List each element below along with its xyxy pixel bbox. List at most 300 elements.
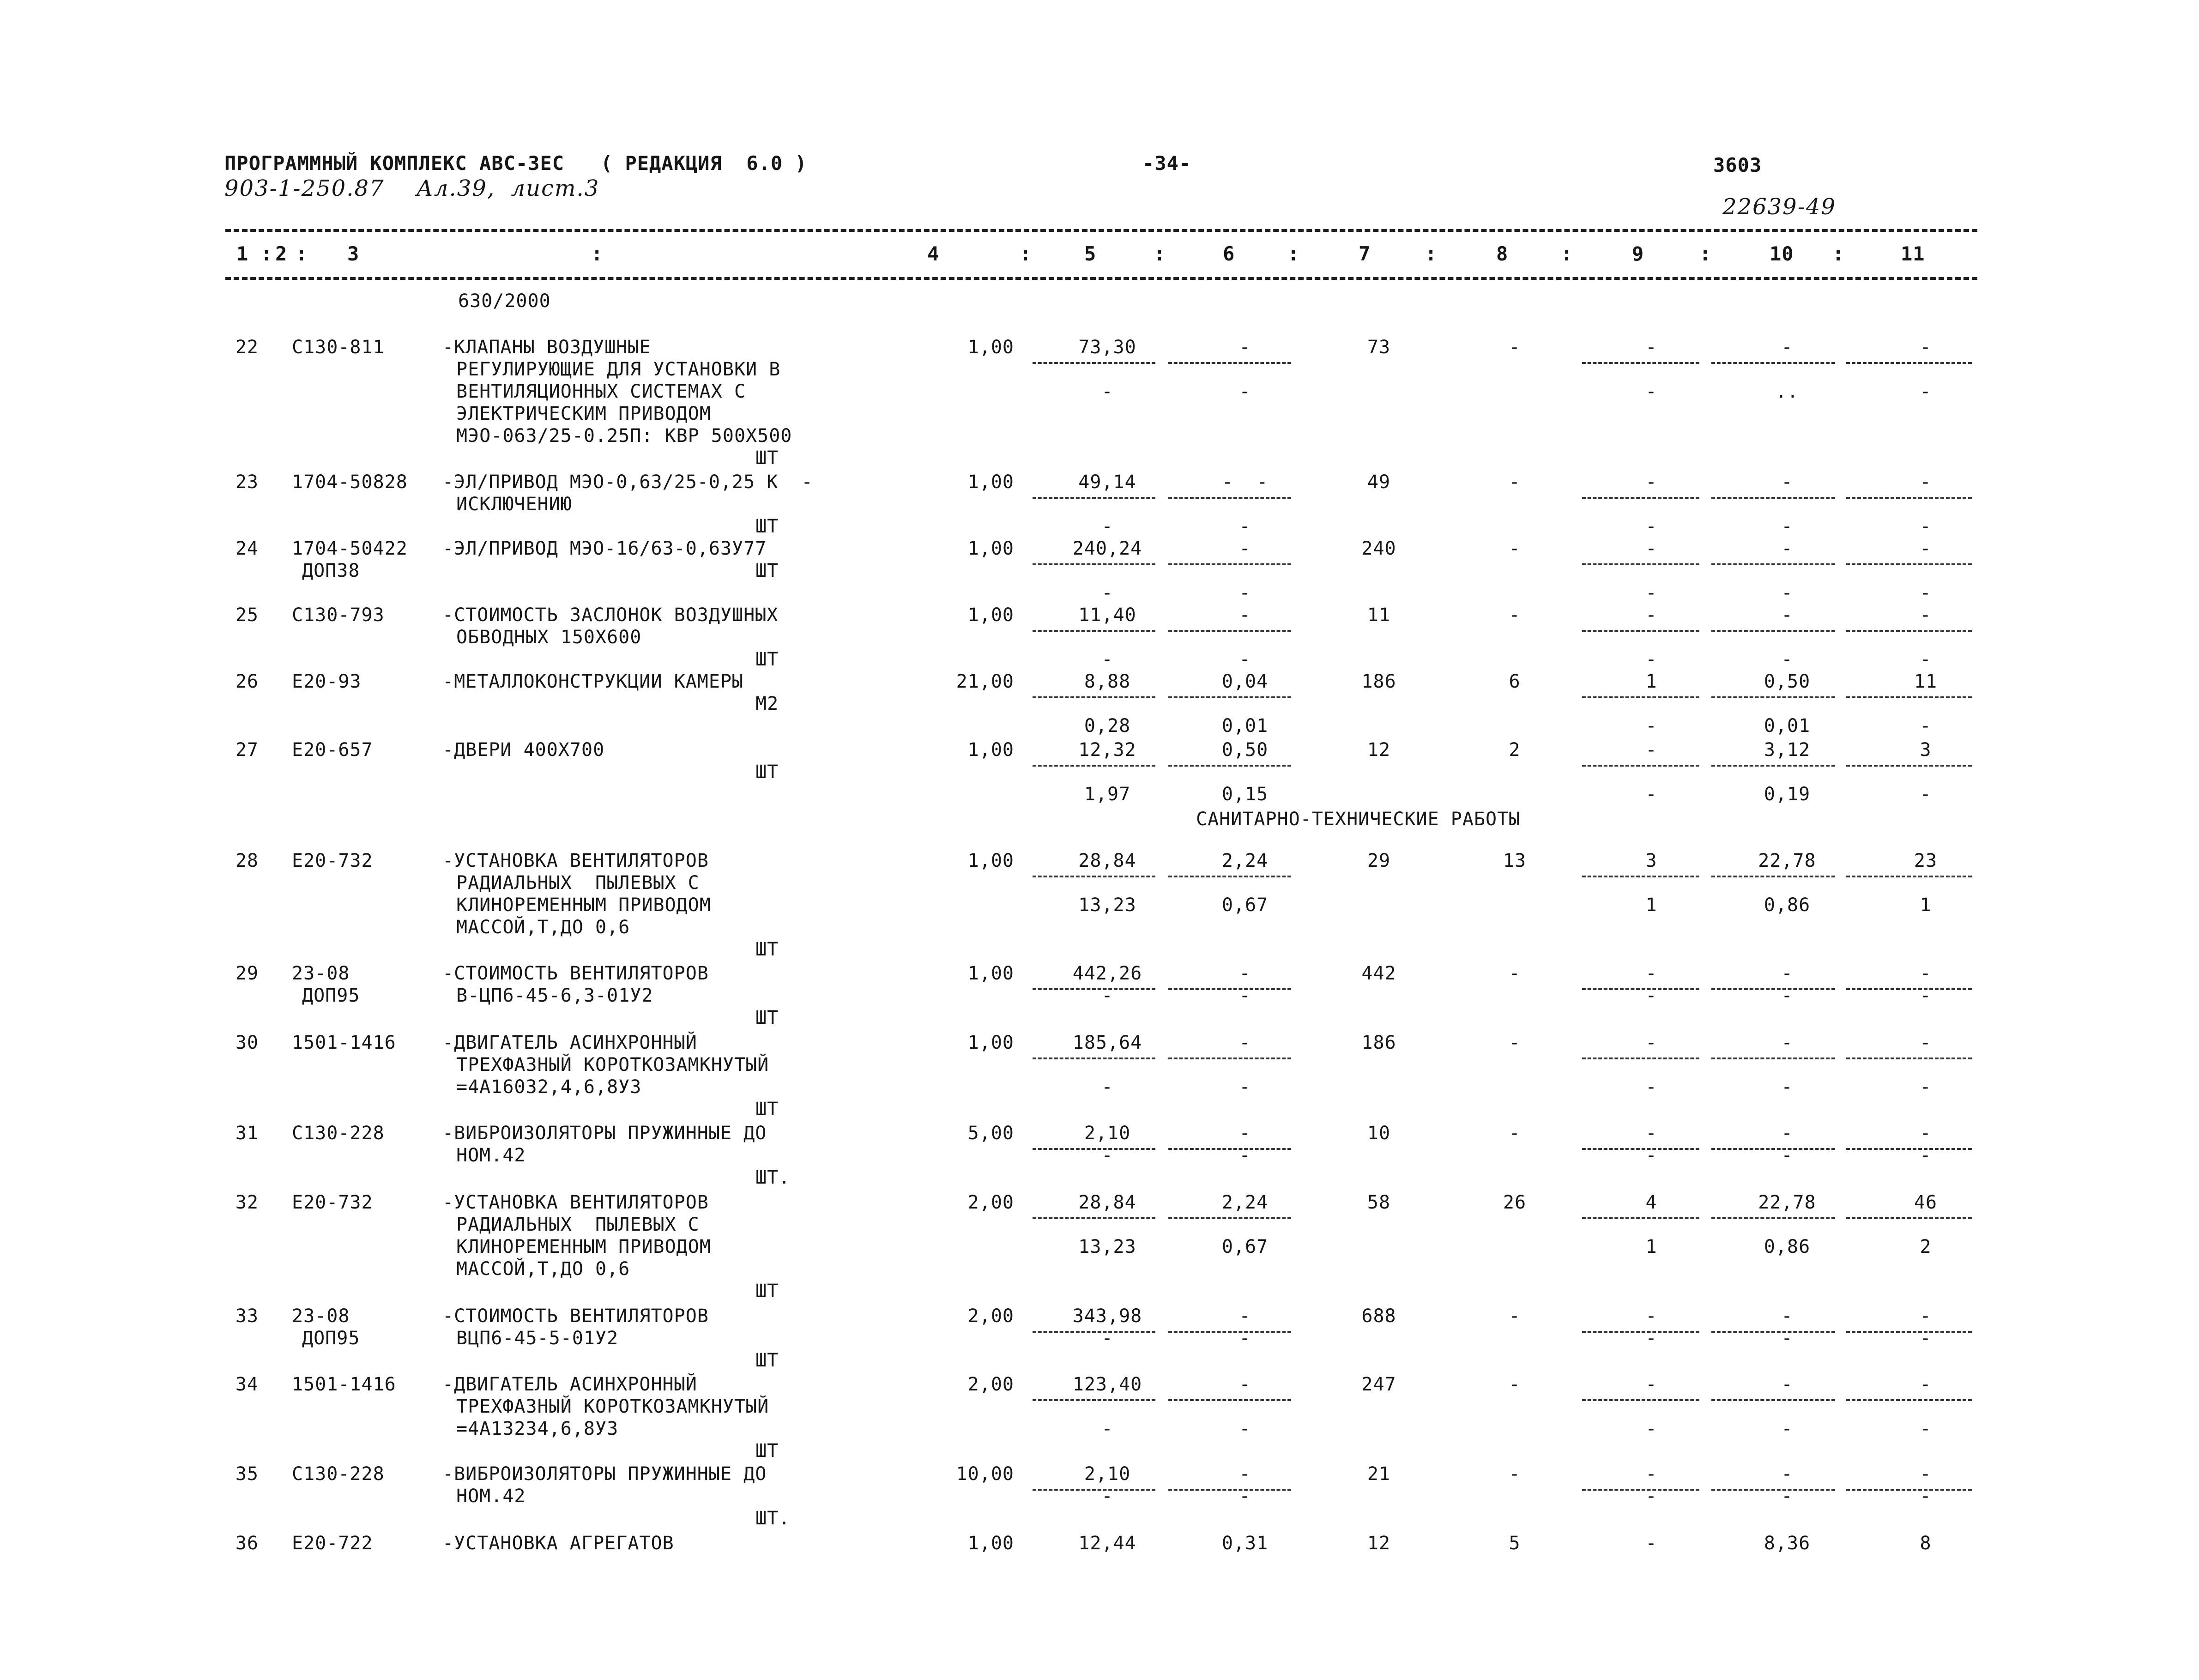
cell-c7: 12 [1367,1533,1391,1554]
subcell-s5: - [1101,582,1113,604]
dashed-separator [1582,1399,1699,1401]
dashed-separator [1168,1058,1291,1059]
cell-c6: 2,24 [1221,850,1269,871]
cell-c8: - [1509,538,1521,559]
item-code: С130-793 [292,604,385,626]
cell-c10: 8,36 [1764,1533,1811,1554]
dashed-separator [1033,630,1155,632]
cell-c5: 185,64 [1072,1032,1142,1053]
cell-c7: 49 [1367,471,1391,493]
item-code: 1501-1416 [292,1374,396,1395]
quantity: 5,00 [967,1123,1014,1144]
item-description: РАДИАЛЬНЫХ ПЫЛЕВЫХ С [456,1214,700,1235]
dashed-separator [1711,630,1835,632]
row-number: 34 [235,1374,259,1395]
cell-c10: - [1781,1463,1793,1485]
dashed-separator [1846,362,1972,364]
item-description: -МЕТАЛЛОКОНСТРУКЦИИ КАМЕРЫ [442,671,744,692]
cell-c7: 247 [1361,1374,1396,1395]
row-number: 25 [235,604,259,626]
item-unit: ШТ [755,1440,779,1462]
dashed-separator [1168,765,1291,767]
subcell-s5: - [1101,516,1113,537]
item-description: -ВИБРОИЗОЛЯТОРЫ ПРУЖИННЫЕ ДО [442,1463,767,1485]
subcell-s6: - [1239,1418,1251,1439]
cell-c11: - [1920,1374,1932,1395]
column-header: : [1425,242,1438,265]
cell-c10: 0,50 [1764,671,1811,692]
dashed-separator [1033,362,1155,364]
item-unit: ШТ [755,447,779,469]
dashed-separator [1168,876,1291,877]
column-header: 2 [275,242,288,265]
dashed-separator [1846,1217,1972,1219]
cell-c9: 4 [1645,1192,1657,1213]
dashed-separator [1846,1399,1972,1401]
subcell-s5: - [1101,1328,1113,1349]
subcell-s6: - [1239,1328,1251,1349]
cell-c11: - [1920,1032,1932,1053]
item-description: ОБВОДНЫХ 150X600 [456,627,642,648]
header-rule-bottom [225,277,1977,280]
cell-c10: - [1781,337,1793,358]
cell-c11: 11 [1914,671,1938,692]
cell-c6: - [1239,1463,1251,1485]
column-header: : [296,242,308,265]
subcell-s11: - [1920,1076,1932,1098]
cell-c9: - [1645,538,1657,559]
dashed-separator [1168,696,1291,698]
cell-c10: 3,12 [1764,739,1811,761]
page-number: -34- [1142,152,1191,175]
subcell-s5: 1,97 [1084,784,1131,805]
cell-c7: 688 [1361,1305,1396,1327]
dashed-separator [1033,497,1155,499]
column-header: 9 [1632,242,1644,265]
subcell-s10: - [1781,1145,1793,1166]
row-number: 33 [235,1305,259,1327]
dashed-separator [1582,876,1699,877]
handwritten-code: 22639-49 [1722,194,1836,220]
item-unit: ШТ [755,1007,779,1028]
cell-c8: 6 [1509,671,1521,692]
dashed-separator [1711,1058,1835,1059]
subcell-s10: - [1781,516,1793,537]
item-description: -СТОИМОСТЬ ВЕНТИЛЯТОРОВ [442,1305,709,1327]
subcell-s9: - [1645,1328,1657,1349]
subcell-s10: - [1781,1418,1793,1439]
cell-c8: - [1509,337,1521,358]
cell-c6: - [1239,963,1251,984]
cell-c8: - [1509,1374,1521,1395]
dashed-separator [1846,1058,1972,1059]
subcell-s9: - [1645,649,1657,670]
cell-c11: 46 [1914,1192,1938,1213]
cell-c7: 10 [1367,1123,1391,1144]
dashed-separator [1033,765,1155,767]
cell-c11: - [1920,963,1932,984]
item-unit: ШТ. [755,1167,791,1188]
subcell-s5: 0,28 [1084,715,1131,737]
cell-c9: 1 [1645,671,1657,692]
column-header: 1 : [236,242,273,265]
item-description: =4А16032,4,6,8У3 [456,1076,642,1098]
subcell-s10: - [1781,1328,1793,1349]
cell-c9: - [1645,471,1657,493]
subcell-s10: .. [1775,381,1799,402]
column-header: 3 [347,242,360,265]
subcell-s11: - [1920,649,1932,670]
subcell-s5: - [1101,985,1113,1006]
dashed-separator [1711,765,1835,767]
cell-c11: 23 [1914,850,1938,871]
item-description: МАССОЙ,Т,ДО 0,6 [456,917,630,938]
cell-c11: - [1920,1123,1932,1144]
item-description: -ДВЕРИ 400X700 [442,739,605,761]
subcell-s11: - [1920,516,1932,537]
column-header: 6 [1223,242,1235,265]
item-description: НОМ.42 [456,1145,526,1166]
item-description: РАДИАЛЬНЫХ ПЫЛЕВЫХ С [456,872,700,894]
quantity: 1,00 [967,538,1014,559]
cell-c8: 26 [1503,1192,1527,1213]
subcell-s5: - [1101,1145,1113,1166]
cell-c6: - [1239,1123,1251,1144]
column-header: 4 [927,242,940,265]
dashed-separator [1033,1058,1155,1059]
column-header: : [1287,242,1300,265]
quantity: 21,00 [956,671,1014,692]
dashed-separator [1168,362,1291,364]
subcell-s6: - [1239,985,1251,1006]
item-unit: ШТ. [755,1508,791,1529]
subcell-s11: - [1920,582,1932,604]
subcell-s11: - [1920,1418,1932,1439]
dashed-separator [1846,876,1972,877]
cell-c7: 21 [1367,1463,1391,1485]
header-rule-top [225,229,1977,232]
dashed-separator [1582,630,1699,632]
column-header: : [1699,242,1712,265]
quantity: 1,00 [967,1032,1014,1053]
cell-c10: - [1781,1374,1793,1395]
cell-c11: - [1920,471,1932,493]
item-description: РЕГУЛИРУЮЩИЕ ДЛЯ УСТАНОВКИ В [456,359,781,380]
cell-c11: - [1920,1463,1932,1485]
row-number: 24 [235,538,259,559]
cell-c11: - [1920,538,1932,559]
cell-c7: 186 [1361,671,1396,692]
cell-c9: - [1645,963,1657,984]
cell-c11: - [1920,1305,1932,1327]
dashed-separator [1846,696,1972,698]
dashed-separator [1033,563,1155,565]
subcell-s5: - [1101,1486,1113,1507]
item-description: -ДВИГАТЕЛЬ АСИНХРОННЫЙ [442,1032,697,1053]
cell-c5: 8,88 [1084,671,1131,692]
dashed-separator [1033,876,1155,877]
dashed-separator [1033,1399,1155,1401]
cell-c7: 442 [1361,963,1396,984]
subcell-s11: - [1920,1328,1932,1349]
item-description: ТРЕХФАЗНЫЙ КОРОТКОЗАМКНУТЫЙ [456,1054,769,1076]
dashed-separator [1846,630,1972,632]
quantity: 1,00 [967,739,1014,761]
cell-c8: - [1509,1032,1521,1053]
subcell-s9: - [1645,1145,1657,1166]
column-header: : [1154,242,1166,265]
dashed-separator [1582,563,1699,565]
row-number: 35 [235,1463,259,1485]
cell-c5: 11,40 [1078,604,1136,626]
subcell-s6: 0,67 [1221,894,1269,916]
item-code: 1501-1416 [292,1032,396,1053]
cell-c5: 73,30 [1078,337,1136,358]
item-description: -ЭЛ/ПРИВОД МЭО-0,63/25-0,25 К - [442,471,813,493]
item-code: Е20-732 [292,1192,373,1213]
cell-c9: - [1645,1374,1657,1395]
cell-c5: 28,84 [1078,850,1136,871]
cell-c7: 240 [1361,538,1396,559]
item-description: -УСТАНОВКА АГРЕГАТОВ [442,1533,674,1554]
cell-c6: - [1239,1374,1251,1395]
cell-c5: 343,98 [1072,1305,1142,1327]
subcell-s9: - [1645,1486,1657,1507]
item-description: -СТОИМОСТЬ ВЕНТИЛЯТОРОВ [442,963,709,984]
cell-c6: - [1239,1305,1251,1327]
cell-c9: - [1645,604,1657,626]
item-description: -ДВИГАТЕЛЬ АСИНХРОННЫЙ [442,1374,697,1395]
item-unit: М2 [755,693,779,714]
item-description: КЛИНОРЕМЕННЫМ ПРИВОДОМ [456,894,711,916]
dashed-separator [1711,362,1835,364]
subcell-s10: - [1781,985,1793,1006]
item-unit: ШТ [755,939,779,960]
item-code: 23-08 [292,1305,350,1327]
item-unit: ШТ [755,1099,779,1120]
cell-c9: 3 [1645,850,1657,871]
handwritten-reference: 903-1-250.87 Ал.39, лист.3 [224,175,600,201]
cell-c6: 0,50 [1221,739,1269,761]
cell-c8: 5 [1509,1533,1521,1554]
cell-c8: 2 [1509,739,1521,761]
item-description: КЛИНОРЕМЕННЫМ ПРИВОДОМ [456,1236,711,1257]
quantity: 1,00 [967,963,1014,984]
dashed-separator [1711,696,1835,698]
subcell-s9: - [1645,715,1657,737]
item-code: С130-228 [292,1123,385,1144]
program-title: ПРОГРАММНЫЙ КОМПЛЕКС АВС-3ЕС ( РЕДАКЦИЯ 6.0 ) [224,152,807,175]
column-header: : [591,242,604,265]
cell-c5: 2,10 [1084,1463,1131,1485]
column-header: : [1561,242,1573,265]
subcell-s9: - [1645,582,1657,604]
dashed-separator [1033,1217,1155,1219]
item-unit: ШТ [755,649,779,670]
item-description: ВЦП6-45-5-01У2 [456,1328,619,1349]
cell-c9: - [1645,1032,1657,1053]
cell-c9: - [1645,739,1657,761]
cell-c8: - [1509,1463,1521,1485]
subcell-s5: - [1101,649,1113,670]
dashed-separator [1711,876,1835,877]
row-number: 28 [235,850,259,871]
subcell-s10: - [1781,1486,1793,1507]
quantity: 2,00 [967,1192,1014,1213]
row-number: 29 [235,963,259,984]
cell-c10: - [1781,963,1793,984]
column-header: 11 [1901,242,1925,265]
item-description: ЭЛЕКТРИЧЕСКИМ ПРИВОДОМ [456,403,711,424]
cell-c7: 73 [1367,337,1391,358]
item-description: -КЛАПАНЫ ВОЗДУШНЫЕ [442,337,651,358]
dashed-separator [1168,1399,1291,1401]
dashed-separator [1711,1217,1835,1219]
subcell-s9: 1 [1645,894,1657,916]
dashed-separator [1168,630,1291,632]
subcell-s6: - [1239,1076,1251,1098]
cell-c8: - [1509,1305,1521,1327]
subcell-s6: 0,01 [1221,715,1269,737]
dashed-separator [1582,1058,1699,1059]
subcell-s6: - [1239,1145,1251,1166]
item-description: НОМ.42 [456,1486,526,1507]
item-description: ВЕНТИЛЯЦИОННЫХ СИСТЕМАХ С [456,381,746,402]
item-unit: ШТ [755,516,779,537]
item-unit: ШТ [755,1281,779,1302]
cell-c5: 28,84 [1078,1192,1136,1213]
cell-c9: - [1645,1533,1657,1554]
cell-c7: 12 [1367,739,1391,761]
subcell-s11: 1 [1920,894,1932,916]
quantity: 10,00 [956,1463,1014,1485]
cell-c6: - [1239,337,1251,358]
cell-c8: - [1509,1123,1521,1144]
cell-c6: - [1239,1032,1251,1053]
continued-line: 630/2000 [458,290,551,312]
dashed-separator [1168,563,1291,565]
subcell-s10: - [1781,649,1793,670]
row-number: 30 [235,1032,259,1053]
subcell-s9: - [1645,784,1657,805]
cell-c8: 13 [1503,850,1527,871]
quantity: 2,00 [967,1374,1014,1395]
section-title: САНИТАРНО-ТЕХНИЧЕСКИЕ РАБОТЫ [1196,809,1521,830]
item-code: 23-08 [292,963,350,984]
cell-c6: - [1239,604,1251,626]
item-code: ДОП95 [302,1328,360,1349]
subcell-s11: - [1920,1145,1932,1166]
item-description: -УСТАНОВКА ВЕНТИЛЯТОРОВ [442,850,709,871]
cell-c7: 11 [1367,604,1391,626]
row-number: 26 [235,671,259,692]
subcell-s9: 1 [1645,1236,1657,1257]
cell-c7: 58 [1367,1192,1391,1213]
subcell-s5: 13,23 [1078,894,1136,916]
cell-c10: 22,78 [1758,850,1816,871]
cell-c11: 8 [1920,1533,1932,1554]
quantity: 1,00 [967,337,1014,358]
cell-c6: 0,04 [1221,671,1269,692]
item-description: -УСТАНОВКА ВЕНТИЛЯТОРОВ [442,1192,709,1213]
subcell-s6: 0,15 [1221,784,1269,805]
cell-c10: - [1781,604,1793,626]
document-code: 3603 [1713,154,1762,176]
cell-c9: - [1645,337,1657,358]
item-code: С130-228 [292,1463,385,1485]
subcell-s10: 0,01 [1764,715,1811,737]
dashed-separator [1846,563,1972,565]
dashed-separator [1846,765,1972,767]
dashed-separator [1582,1217,1699,1219]
dashed-separator [1582,497,1699,499]
column-header: 5 [1084,242,1097,265]
item-code: С130-811 [292,337,385,358]
cell-c10: - [1781,471,1793,493]
cell-c11: 3 [1920,739,1932,761]
item-unit: ШТ [755,560,779,581]
column-header: 8 [1496,242,1509,265]
subcell-s11: - [1920,715,1932,737]
cell-c10: 22,78 [1758,1192,1816,1213]
subcell-s11: - [1920,1486,1932,1507]
cell-c11: - [1920,337,1932,358]
dashed-separator [1582,362,1699,364]
item-description: -ЭЛ/ПРИВОД МЭО-16/63-0,63У77 [442,538,767,559]
subcell-s5: - [1101,381,1113,402]
item-code: Е20-732 [292,850,373,871]
subcell-s6: - [1239,582,1251,604]
subcell-s9: - [1645,516,1657,537]
subcell-s10: 0,86 [1764,894,1811,916]
item-unit: ШТ [755,761,779,783]
item-code: Е20-93 [292,671,362,692]
subcell-s6: - [1239,649,1251,670]
subcell-s11: - [1920,784,1932,805]
item-description: -ВИБРОИЗОЛЯТОРЫ ПРУЖИННЫЕ ДО [442,1123,767,1144]
item-description: ИСКЛЮЧЕНИЮ [456,494,572,515]
dashed-separator [1582,765,1699,767]
dashed-separator [1168,497,1291,499]
column-header: : [1832,242,1845,265]
dashed-separator [1582,696,1699,698]
cell-c9: - [1645,1123,1657,1144]
cell-c9: - [1645,1305,1657,1327]
subcell-s10: - [1781,582,1793,604]
cell-c5: 49,14 [1078,471,1136,493]
dashed-separator [1711,1399,1835,1401]
quantity: 1,00 [967,604,1014,626]
item-unit: ШТ [755,1350,779,1371]
subcell-s9: - [1645,1418,1657,1439]
column-header: 7 [1359,242,1371,265]
quantity: 1,00 [967,850,1014,871]
subcell-s10: - [1781,1076,1793,1098]
item-description: МАССОЙ,Т,ДО 0,6 [456,1258,630,1280]
row-number: 31 [235,1123,259,1144]
item-description: -СТОИМОСТЬ ЗАСЛОНОК ВОЗДУШНЫХ [442,604,779,626]
subcell-s10: 0,19 [1764,784,1811,805]
cell-c10: - [1781,538,1793,559]
dashed-separator [1168,1217,1291,1219]
subcell-s9: - [1645,381,1657,402]
cell-c9: - [1645,1463,1657,1485]
dashed-separator [1711,497,1835,499]
subcell-s11: - [1920,381,1932,402]
cell-c6: 0,31 [1221,1533,1269,1554]
item-description: ТРЕХФАЗНЫЙ КОРОТКОЗАМКНУТЫЙ [456,1396,769,1417]
item-description: =4А13234,6,8У3 [456,1418,619,1439]
